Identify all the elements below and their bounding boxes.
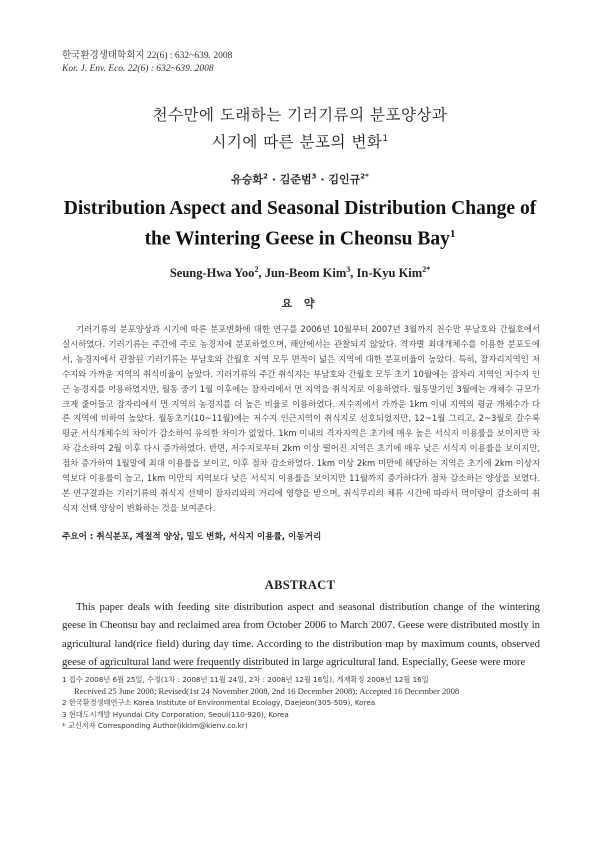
title-ko-footnote-mark: 1 bbox=[382, 133, 389, 144]
author-en-3-mark: 2* bbox=[422, 265, 431, 274]
title-ko-line2 bbox=[0, 130, 600, 152]
author-ko-2-mark: 3 bbox=[311, 172, 317, 181]
authors-ko bbox=[0, 171, 600, 187]
title-ko-line1: 천수만에 도래하는 기러기류의 분포양상과 bbox=[152, 106, 448, 124]
journal-citation-en: Kor. J. Env. Eco. 22(6) : 632~639. 2008 bbox=[62, 64, 214, 74]
footnote-1-ko: 1 접수 2008년 6월 25일, 수정(1차 : 2008년 11월 24일, 2차 : 2008년 12월 16일), 게재확정 2008년 12월 16일 bbox=[62, 675, 429, 684]
footnote-2: 2 한국환경생태연구소 Korea Institute of Environmental Ecology, Daejeon(305-509), Korea bbox=[62, 698, 376, 708]
title-ko-line2-text: 시기에 따른 분포의 변화 bbox=[211, 133, 383, 151]
footnote-1-en: Received 25 June 2008; Revised(1st 24 November 2008, 2nd 16 December 2008); Accepted 16 December 2008 bbox=[74, 685, 460, 696]
author-ko-1-mark: 2 bbox=[263, 172, 268, 181]
author-en-2-mark: 3 bbox=[346, 265, 351, 274]
abstract-en-body: This paper deals with feeding site distribution aspect and seasonal distribution change of the wintering geese in Cheonsu bay and reclaimed area from October 2006 to March 2007. Geese were distributed mostly in agricultural land(rice field) during day time. According to the distribution map by maximum counts, observed geese of agricultural land were frequently distributed in large agricultural land. Especially, Geese were more bbox=[62, 601, 540, 669]
author-en-2: Jun-Beom Kim bbox=[264, 266, 347, 281]
footnote-3: 3 현대도시개발 Hyundai City Corporation, Seoul(110-920), Korea bbox=[62, 709, 289, 719]
footnote-4: * 교신저자 Corresponding Author(ikkim@kienv.co.kr) bbox=[62, 721, 248, 731]
author-ko-1: 유승화 bbox=[231, 173, 264, 186]
author-en-separator: , bbox=[258, 266, 265, 281]
author-en-1-mark: 2 bbox=[254, 265, 259, 274]
author-ko-separator: · bbox=[316, 173, 329, 186]
title-en-line2-text: the Wintering Geese in Cheonsu Bay bbox=[144, 228, 450, 250]
author-en-1: Seung-Hwa Yoo bbox=[169, 266, 255, 281]
abstract-ko-heading: 요 약 bbox=[281, 297, 319, 310]
journal-header bbox=[62, 50, 232, 76]
author-en-3: In-Kyu Kim bbox=[356, 266, 423, 281]
authors-en bbox=[0, 265, 600, 281]
author-ko-2: 김준범 bbox=[279, 173, 312, 186]
title-en-line2 bbox=[0, 228, 600, 251]
title-en-line1: Distribution Aspect and Seasonal Distribution Change of bbox=[63, 198, 537, 219]
title-en-footnote-mark: 1 bbox=[449, 228, 456, 240]
journal-citation-ko: 한국환경생태학회지 22(6) : 632~639. 2008 bbox=[62, 51, 233, 61]
abstract-en-heading: ABSTRACT bbox=[264, 578, 336, 592]
author-ko-separator: · bbox=[267, 173, 280, 186]
keywords: 주요어 : 취식분포, 계절적 양상, 밀도 변화, 서식지 이용률, 이동거리 bbox=[62, 532, 322, 542]
abstract-ko-body: 기러기류의 분포양상과 시기에 따른 분포변화에 대한 연구를 2006년 10월부터 2007년 3월까지 천수만 부남호와 간월호에서 실시하였다. 기러기류는 주간에 주로 농경지에 분포하였으며, 해안에서는 관찰되지 않았다. 격자별 최대개체수를 이용한 분포도에서, 농경지에서 관찰된 기러기류는 부남호와 간월호 지역 모두 면적이 넓은 지역에 대한 분포비율이 높았다. 특히, 잠자리지역인 저수지와 가까운 지역의 취식비율이 높았다. 기러기류의 주간 취식지는 부남호와 간월호 모두 초기 10월에는 잠자리 지역인 저수지 인근 농경지를 이용하였지만, 월동 중기 1월 이후에는 잠자리에서 먼 지역을 취식지로 이용하였다. 월동말기인 3월에는 개체수 규모가 크게 줄어들고 잠자리에서 먼 지역의 농경지를 더 높은 비율로 이용하였다. 저수지에서 가까운 1km 이내 지역의 평균 개체수가 다른 지역에 비하여 높았다. 월동초기(10~11월)에는 저수지 인근지역이 취식지로 선호되었지만, 12~1월 그리고, 2~3월로 갈수록 평균 서식개체수의 차이가 감소하여 유의한 차이가 없었다. 1km 이내의 격자지역은 초기에 매우 높은 서식지 이용률을 보이지만 차차 감소하여 2월 이후 다시 증가하였다. 반면, 저수지로부터 2km 이상 떨어진 지역은 초기에 매우 낮은 서식지 이용률을 보이지만, 점차 증가하여 1월말에 최대 이용률을 보이고, 이후 점차 감소하였다. 1km 이상 2km 미만에 해당하는 지역은 초기에 2km 이상지역보다 이용률이 높고, 1km 미만의 지역보다 낮은 서식지 이용률을 보이지만 11월까지 증가하다가 점차 감소하는 양상을 보였다. 본 연구결과는 기러기류의 취식지 선택이 잠자리와의 거리에 영향을 받으며, 취식무리의 체류 시간에 따라서 먹이량이 감소하여 취식지 선택 양상이 변화하는 것을 보여준다. bbox=[62, 324, 540, 513]
author-ko-3: 김인규 bbox=[328, 173, 361, 186]
author-en-separator: , bbox=[350, 266, 357, 281]
footnote-divider bbox=[62, 668, 262, 669]
footnotes bbox=[62, 674, 542, 732]
author-ko-3-mark: 2* bbox=[360, 172, 369, 181]
